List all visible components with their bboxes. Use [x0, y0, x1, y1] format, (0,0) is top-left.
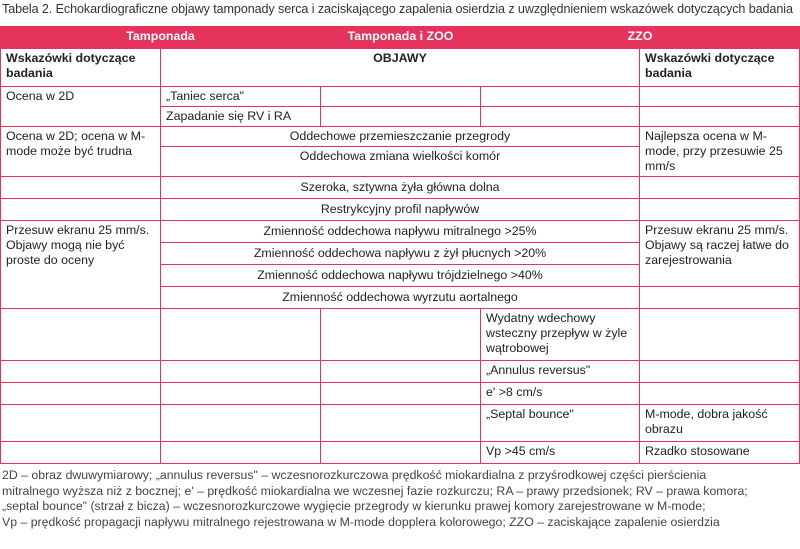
- empty-cell: [321, 107, 481, 127]
- header-tamponada: Tamponada: [1, 27, 321, 49]
- empty-cell: [161, 442, 321, 464]
- table-row: [1, 221, 800, 243]
- table-row: [1, 405, 800, 442]
- sign-cell: „Septal bounce": [481, 405, 640, 442]
- table-row: [1, 309, 800, 361]
- header-tamponada-i-zoo: Tamponada i ZOO: [321, 27, 481, 49]
- table-row: [1, 127, 800, 147]
- sign-cell: „Taniec serca": [161, 87, 321, 107]
- footnote-line: mitralnego wyższa niż z bocznej; e' – prędkość miokardialna we wczesnej fazie rozkurczu; RA – prawy przedsionek; RV – prawa komora;: [2, 483, 748, 498]
- empty-cell: [1, 442, 161, 464]
- empty-cell: [161, 309, 321, 361]
- subheader-row: [1, 49, 800, 87]
- empty-cell: [161, 405, 321, 442]
- table-row: [1, 87, 800, 107]
- empty-cell: [1, 309, 161, 361]
- empty-cell: [640, 361, 800, 383]
- hint-cell: Przesuw ekranu 25 mm/s. Objawy mogą nie być proste do oceny: [1, 221, 161, 309]
- sign-cell: Zmienność oddechowa napływu trójdzielnego >40%: [161, 265, 640, 287]
- empty-cell: [321, 442, 481, 464]
- group-header-row: [1, 27, 800, 49]
- empty-cell: [481, 107, 640, 127]
- hints-right-header: Wskazówki dotyczące badania: [640, 49, 800, 87]
- empty-cell: [640, 199, 800, 221]
- empty-cell: [481, 87, 640, 107]
- sign-cell: Zmienność oddechowa wyrzutu aortalnego: [161, 287, 640, 309]
- sign-cell: e' >8 cm/s: [481, 383, 640, 405]
- empty-cell: [321, 309, 481, 361]
- empty-cell: [1, 177, 161, 199]
- hint-right-cell: Rzadko stosowane: [640, 442, 800, 464]
- footnote-line: Vp – prędkość propagacji napływu mitralnego rejestrowana w M-mode dopplera kolorowego; ZZO – zaciskające zapalenie osierdzia: [2, 514, 720, 529]
- empty-cell: [640, 287, 800, 309]
- empty-cell: [1, 405, 161, 442]
- header-zzo: ZZO: [481, 27, 800, 49]
- hint-right-cell: Najlepsza ocena w M-mode, przy przesuwie 25 mm/s: [640, 127, 800, 177]
- empty-cell: [321, 361, 481, 383]
- table-footnotes: [2, 468, 798, 530]
- footnote-line: „septal bounce" (strzał z bicza) – wczesnorozkurczowe wygięcie przegrody w kierunku prawej komory zarejestrowane w M-mode;: [2, 499, 706, 514]
- hint-right-cell: M-mode, dobra jakość obrazu: [640, 405, 800, 442]
- objawy-header: OBJAWY: [161, 49, 640, 87]
- empty-cell: [640, 383, 800, 405]
- sign-cell: Oddechowa zmiana wielkości komór: [161, 147, 640, 177]
- empty-cell: [1, 383, 161, 405]
- echo-signs-table: [0, 26, 800, 464]
- empty-cell: [640, 177, 800, 199]
- empty-cell: [161, 361, 321, 383]
- hint-cell: Ocena w 2D: [1, 87, 161, 127]
- empty-cell: [321, 87, 481, 107]
- hint-right-cell: Przesuw ekranu 25 mm/s. Objawy są raczej łatwe do zarejestrowania: [640, 221, 800, 287]
- empty-cell: [161, 383, 321, 405]
- footnote-line: 2D – obraz dwuwymiarowy; „annulus reversus" – wczesnorozkurczowa prędkość miokardialna z przyśrodkowej części pierścienia: [2, 468, 707, 482]
- empty-cell: [640, 107, 800, 127]
- sign-cell: Zapadanie się RV i RA: [161, 107, 321, 127]
- hint-cell: Ocena w 2D; ocena w M-mode może być trudna: [1, 127, 161, 177]
- sign-cell: Zmienność oddechowa napływu mitralnego >25%: [161, 221, 640, 243]
- table-row: [1, 361, 800, 383]
- sign-cell: Restrykcyjny profil napływów: [161, 199, 640, 221]
- sign-cell: Szeroka, sztywna żyła główna dolna: [161, 177, 640, 199]
- empty-cell: [321, 383, 481, 405]
- empty-cell: [640, 87, 800, 107]
- table-caption: Tabela 2. Echokardiograficzne objawy tamponady serca i zaciskającego zapalenia osierdzia z uwzględnieniem wskazówek dotyczących badania: [2, 2, 793, 16]
- table-row: [1, 199, 800, 221]
- sign-cell: Zmienność oddechowa napływu z żył płucnych >20%: [161, 243, 640, 265]
- sign-cell: Oddechowe przemieszczanie przegrody: [161, 127, 640, 147]
- hints-left-header: Wskazówki dotyczące badania: [1, 49, 161, 87]
- sign-cell: „Annulus reversus": [481, 361, 640, 383]
- empty-cell: [1, 199, 161, 221]
- empty-cell: [321, 405, 481, 442]
- table-row: [1, 383, 800, 405]
- sign-cell: Wydatny wdechowy wsteczny przepływ w żyle wątrobowej: [481, 309, 640, 361]
- empty-cell: [1, 361, 161, 383]
- table-row: [1, 442, 800, 464]
- sign-cell: Vp >45 cm/s: [481, 442, 640, 464]
- table-row: [1, 177, 800, 199]
- empty-cell: [640, 309, 800, 361]
